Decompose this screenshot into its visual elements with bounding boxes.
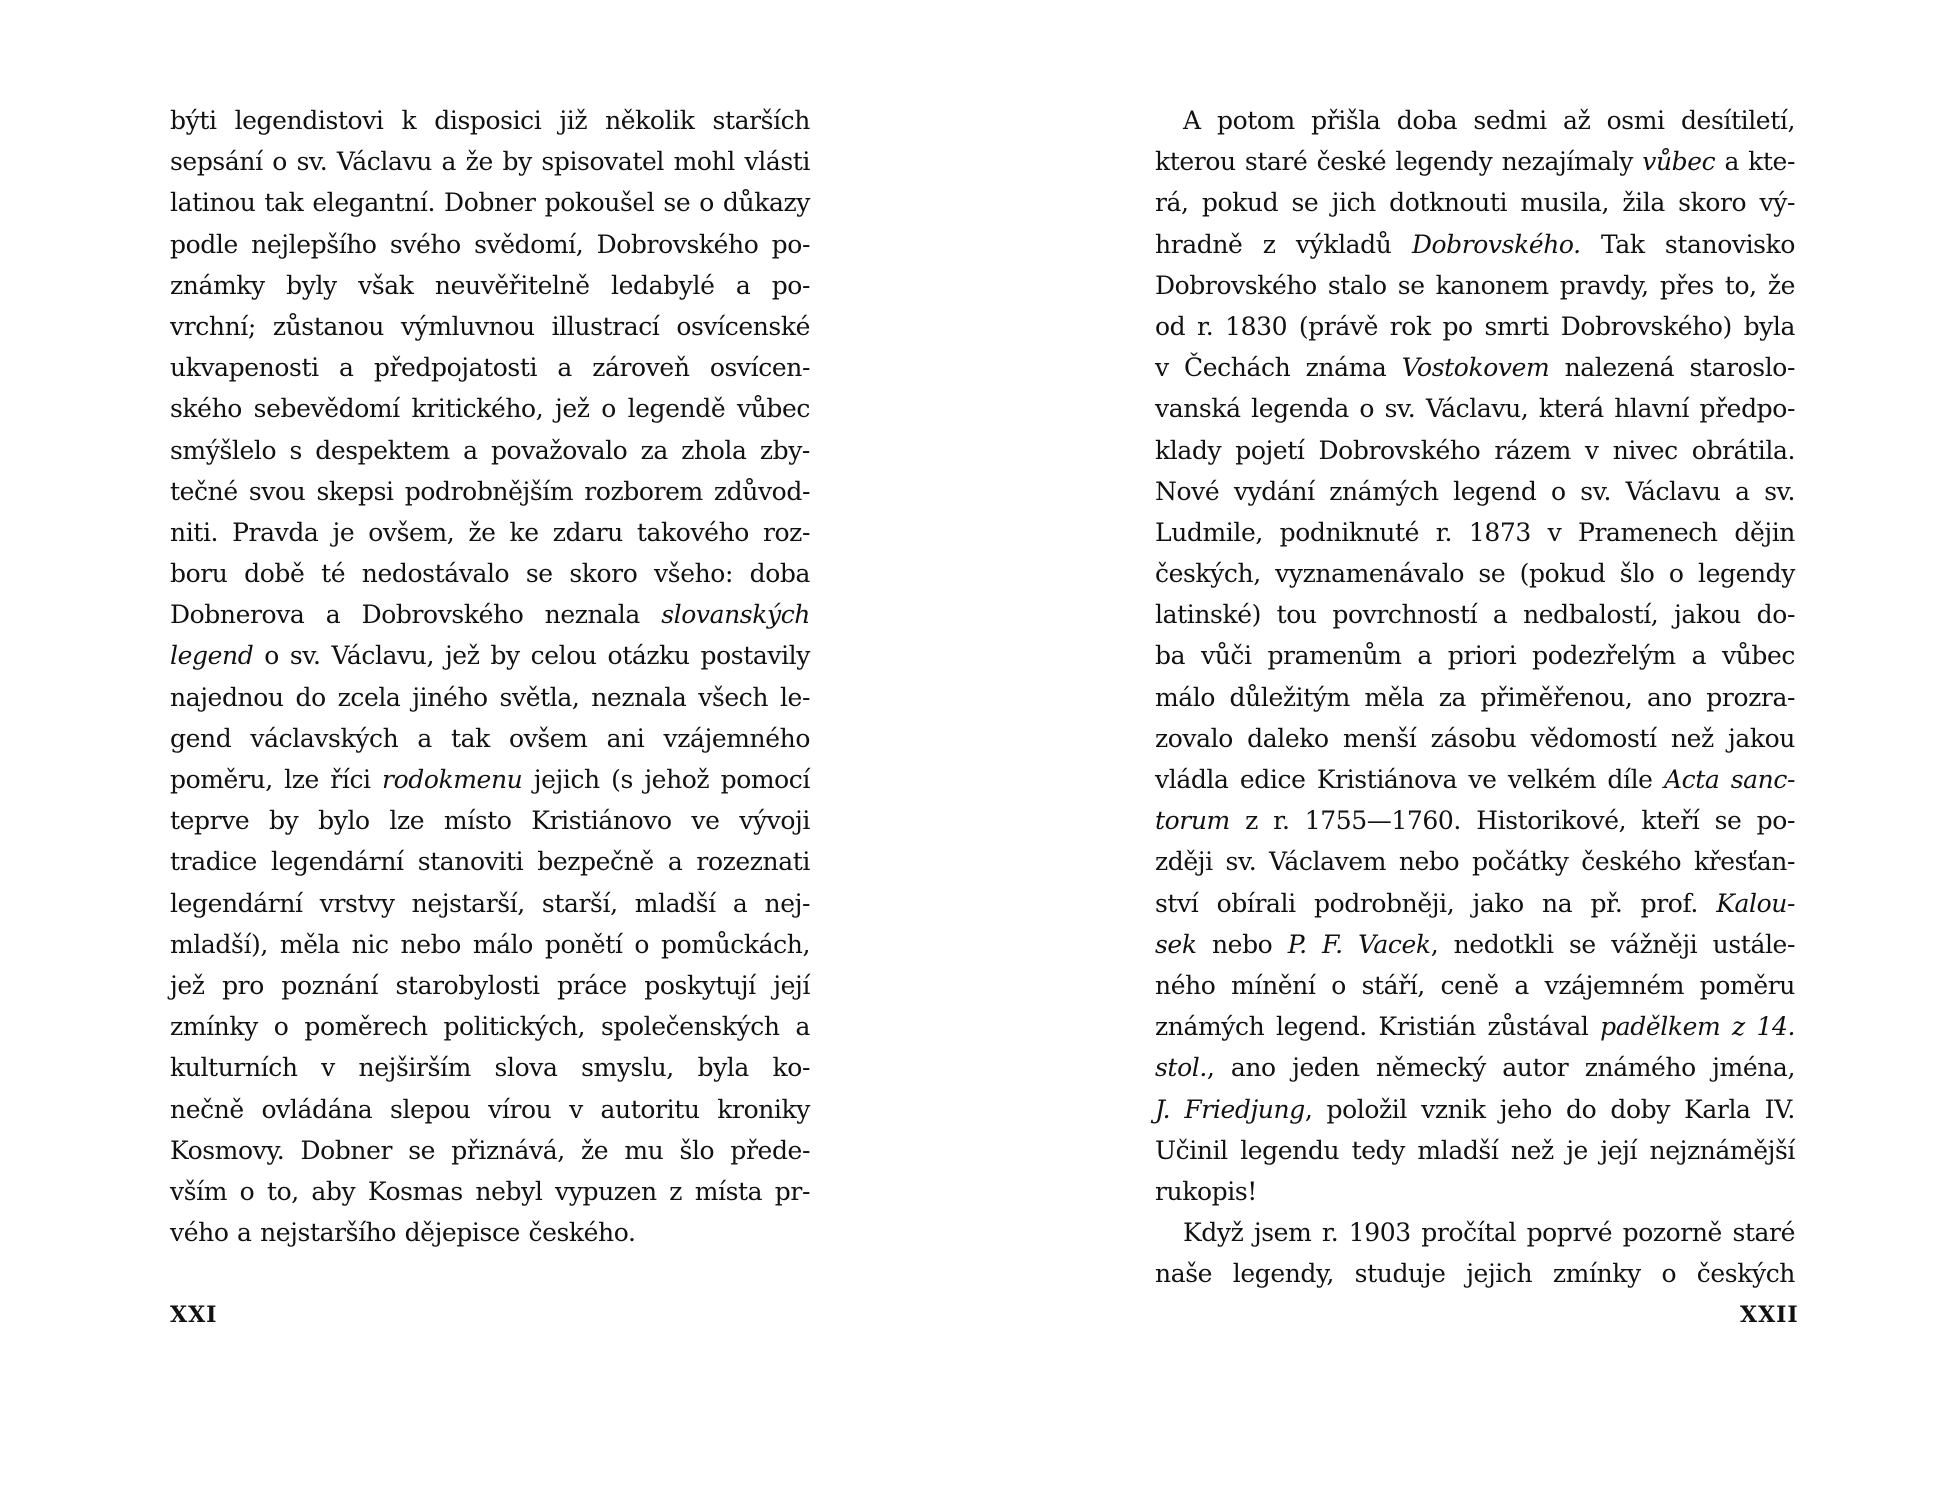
text-run: Když jsem r. 1903 pročítal poprvé pozorně staré xyxy=(1183,1218,1795,1248)
text-run: od r. 1830 (právě rok po smrti Dobrovského) byla xyxy=(1155,311,1795,341)
text-line xyxy=(170,1212,810,1253)
text-run: vanská legenda o sv. Václavu, která hlavní předpo- xyxy=(1155,394,1795,424)
text-line xyxy=(170,512,810,553)
text-run: kulturních v nejširším slova smyslu, byla ko- xyxy=(170,1053,810,1083)
right-page-text xyxy=(1155,100,1795,1294)
text-line xyxy=(1155,306,1795,347)
text-run: Ludmile, podniknuté r. 1873 v Pramenech dějin xyxy=(1155,517,1795,547)
text-run: nebo xyxy=(1196,929,1288,959)
italic-text: Vostokovem xyxy=(1401,353,1550,383)
text-run: , nedotkli se vážněji ustále- xyxy=(1430,929,1795,959)
italic-text: J. Friedjung xyxy=(1155,1094,1305,1124)
text-line xyxy=(170,1047,810,1088)
text-run: latinské) tou povrchností a nedbalostí, jakou do- xyxy=(1155,600,1795,630)
text-run: hradně z výkladů xyxy=(1155,229,1412,259)
text-run: Dobnerova a Dobrovského neznala xyxy=(170,600,662,630)
text-run: ství obírali podrobněji, jako na př. prof. xyxy=(1155,888,1717,918)
text-run: kterou staré české legendy nezajímaly xyxy=(1155,147,1643,177)
text-line xyxy=(170,265,810,306)
text-line xyxy=(170,430,810,471)
text-line xyxy=(1155,1089,1795,1130)
italic-text: Dobrovského. xyxy=(1411,229,1581,259)
page-number-right: XXII xyxy=(1740,1302,1799,1328)
text-run: rá, pokud se jich dotknouti musila, žila skoro vý- xyxy=(1155,188,1795,218)
text-run: klady pojetí Dobrovského rázem v nivec obrátila. xyxy=(1155,435,1795,465)
text-line xyxy=(1155,347,1795,388)
text-line xyxy=(1155,965,1795,1006)
italic-text: P. F. Vacek xyxy=(1287,929,1431,959)
italic-text: vůbec xyxy=(1642,147,1716,177)
text-line xyxy=(1155,182,1795,223)
text-line xyxy=(170,759,810,800)
text-line xyxy=(1155,677,1795,718)
text-run: latinou tak elegantní. Dobner pokoušel se o důkazy xyxy=(170,188,810,218)
text-run: ského sebevědomí kritického, jež o legendě vůbec xyxy=(170,394,810,424)
italic-text: sek xyxy=(1155,929,1197,959)
text-line xyxy=(1155,388,1795,429)
text-line xyxy=(170,1171,810,1212)
text-line xyxy=(1155,141,1795,182)
text-run: jež pro poznání starobylosti práce poskytují její xyxy=(170,970,810,1000)
text-line xyxy=(1155,100,1795,141)
text-line xyxy=(1155,800,1795,841)
text-run: českých, vyznamenávalo se (pokud šlo o legendy xyxy=(1155,559,1795,589)
text-run: a kte- xyxy=(1715,147,1795,177)
text-line xyxy=(1155,553,1795,594)
text-line xyxy=(170,224,810,265)
text-run: Učinil legendu tedy mladší než je její nejznámější xyxy=(1155,1135,1795,1165)
italic-text: rodokmenu xyxy=(382,765,523,794)
italic-text: Acta sanc- xyxy=(1663,765,1795,794)
text-run: z r. 1755—1760. Historikové, kteří se po- xyxy=(1229,806,1795,836)
text-line xyxy=(1155,594,1795,635)
text-run: smýšlelo s despektem a považovalo za zhola zby- xyxy=(170,435,810,465)
text-line xyxy=(1155,430,1795,471)
text-run: , ano jeden německý autor známého jména, xyxy=(1206,1053,1795,1083)
text-line xyxy=(1155,224,1795,265)
text-run: jejich (s jehož pomocí xyxy=(522,765,810,794)
text-run: v Čechách známa xyxy=(1155,353,1402,383)
text-line xyxy=(170,471,810,512)
text-run: niti. Pravda je ovšem, že ke zdaru takového roz- xyxy=(170,517,810,547)
text-line xyxy=(1155,924,1795,965)
text-run: legendární vrstvy nejstarší, starší, mladší a nej- xyxy=(170,888,810,918)
text-run: najednou do zcela jiného světla, neznala všech le- xyxy=(170,682,810,712)
text-run: ného mínění o stáří, ceně a vzájemném poměru xyxy=(1155,970,1795,1000)
text-run: nalezená staroslo- xyxy=(1549,353,1795,383)
text-line xyxy=(1155,512,1795,553)
text-line xyxy=(170,965,810,1006)
text-line xyxy=(170,306,810,347)
text-run: teprve by bylo lze místo Kristiánovo ve vývoji xyxy=(170,806,810,836)
text-line xyxy=(170,718,810,759)
text-run: poměru, lze říci xyxy=(170,765,383,794)
text-run: naše legendy, studuje jejich zmínky o českých xyxy=(1155,1259,1795,1289)
text-run: vším o to, aby Kosmas nebyl vypuzen z místa pr- xyxy=(170,1176,810,1206)
text-line xyxy=(170,1089,810,1130)
text-line xyxy=(170,1130,810,1171)
text-line xyxy=(170,841,810,882)
text-line xyxy=(170,388,810,429)
text-line xyxy=(170,594,810,635)
text-line xyxy=(1155,883,1795,924)
text-run: ba vůči pramenům a priori podezřelým a vůbec xyxy=(1155,641,1795,671)
text-line xyxy=(1155,1006,1795,1047)
text-run: sepsání o sv. Václavu a že by spisovatel mohl vlásti xyxy=(170,147,810,177)
text-run: podle nejlepšího svého svědomí, Dobrovského po- xyxy=(170,229,810,259)
text-run: býti legendistovi k disposici již několik starších xyxy=(170,106,810,135)
italic-text: Kalou- xyxy=(1716,888,1795,918)
text-line xyxy=(1155,759,1795,800)
text-line xyxy=(1155,1130,1795,1171)
text-line xyxy=(1155,718,1795,759)
text-line xyxy=(1155,1212,1795,1253)
text-line xyxy=(1155,471,1795,512)
text-run: tradice legendární stanoviti bezpečně a rozeznati xyxy=(170,847,810,877)
text-run: boru době té nedostávalo se skoro všeho: doba xyxy=(170,559,810,589)
italic-text: torum xyxy=(1155,806,1230,836)
text-line xyxy=(1155,841,1795,882)
italic-text: stol. xyxy=(1155,1053,1207,1083)
text-run: , položil vznik jeho do doby Karla IV. xyxy=(1304,1094,1795,1124)
text-line xyxy=(170,553,810,594)
text-run: A potom přišla doba sedmi až osmi desítiletí, xyxy=(1183,106,1795,135)
text-line xyxy=(1155,1253,1795,1294)
text-run: zovalo daleko menší zásobu vědomostí než jakou xyxy=(1155,723,1795,753)
text-run: Nové vydání známých legend o sv. Václavu a sv. xyxy=(1155,476,1795,506)
text-run: o sv. Václavu, jež by celou otázku postavily xyxy=(253,641,810,671)
text-run: málo důležitým měla za přiměřenou, ano prozra- xyxy=(1155,682,1795,712)
text-line xyxy=(1155,265,1795,306)
text-run: známých legend. Kristián zůstával xyxy=(1155,1012,1601,1042)
text-line xyxy=(170,800,810,841)
left-page-text xyxy=(170,100,810,1253)
text-run: vého a nejstaršího dějepisce českého. xyxy=(170,1218,636,1248)
text-line xyxy=(170,883,810,924)
text-run: mladší), měla nic nebo málo ponětí o pomůckách, xyxy=(170,929,810,959)
text-line xyxy=(170,924,810,965)
text-run: nečně ovládána slepou vírou v autoritu kroniky xyxy=(170,1094,810,1124)
italic-text: padělkem z 14. xyxy=(1600,1012,1796,1042)
text-run: Dobrovského stalo se kanonem pravdy, přes to, že xyxy=(1155,270,1795,300)
text-line xyxy=(170,1006,810,1047)
text-line xyxy=(170,347,810,388)
text-run: Kosmovy. Dobner se přiznává, že mu šlo přede- xyxy=(170,1135,810,1165)
text-line xyxy=(170,100,810,141)
text-line xyxy=(170,677,810,718)
text-run: známky byly však neuvěřitelně ledabylé a po- xyxy=(170,270,810,300)
text-line xyxy=(170,141,810,182)
text-line xyxy=(170,182,810,223)
text-run: Tak stanovisko xyxy=(1580,229,1795,259)
text-line xyxy=(1155,635,1795,676)
text-run: vrchní; zůstanou výmluvnou illustrací osvícenské xyxy=(170,311,810,341)
text-run: tečné svou skepsi podrobnějším rozborem zdůvod- xyxy=(170,476,810,506)
text-line xyxy=(1155,1171,1795,1212)
text-run: zmínky o poměrech politických, společenských a xyxy=(170,1012,810,1042)
text-line xyxy=(170,635,810,676)
text-run: ukvapenosti a předpojatosti a zároveň osvícen- xyxy=(170,353,810,383)
text-run: rukopis! xyxy=(1155,1176,1257,1206)
text-run: vládla edice Kristiánova ve velkém díle xyxy=(1155,765,1664,794)
text-run: zději sv. Václavem nebo počátky českého křesťan- xyxy=(1155,847,1795,877)
italic-text: slovanských xyxy=(661,600,810,630)
text-run: gend václavských a tak ovšem ani vzájemného xyxy=(170,723,810,753)
italic-text: legend xyxy=(170,641,254,671)
page-number-left: XXI xyxy=(170,1302,218,1328)
text-line xyxy=(1155,1047,1795,1088)
